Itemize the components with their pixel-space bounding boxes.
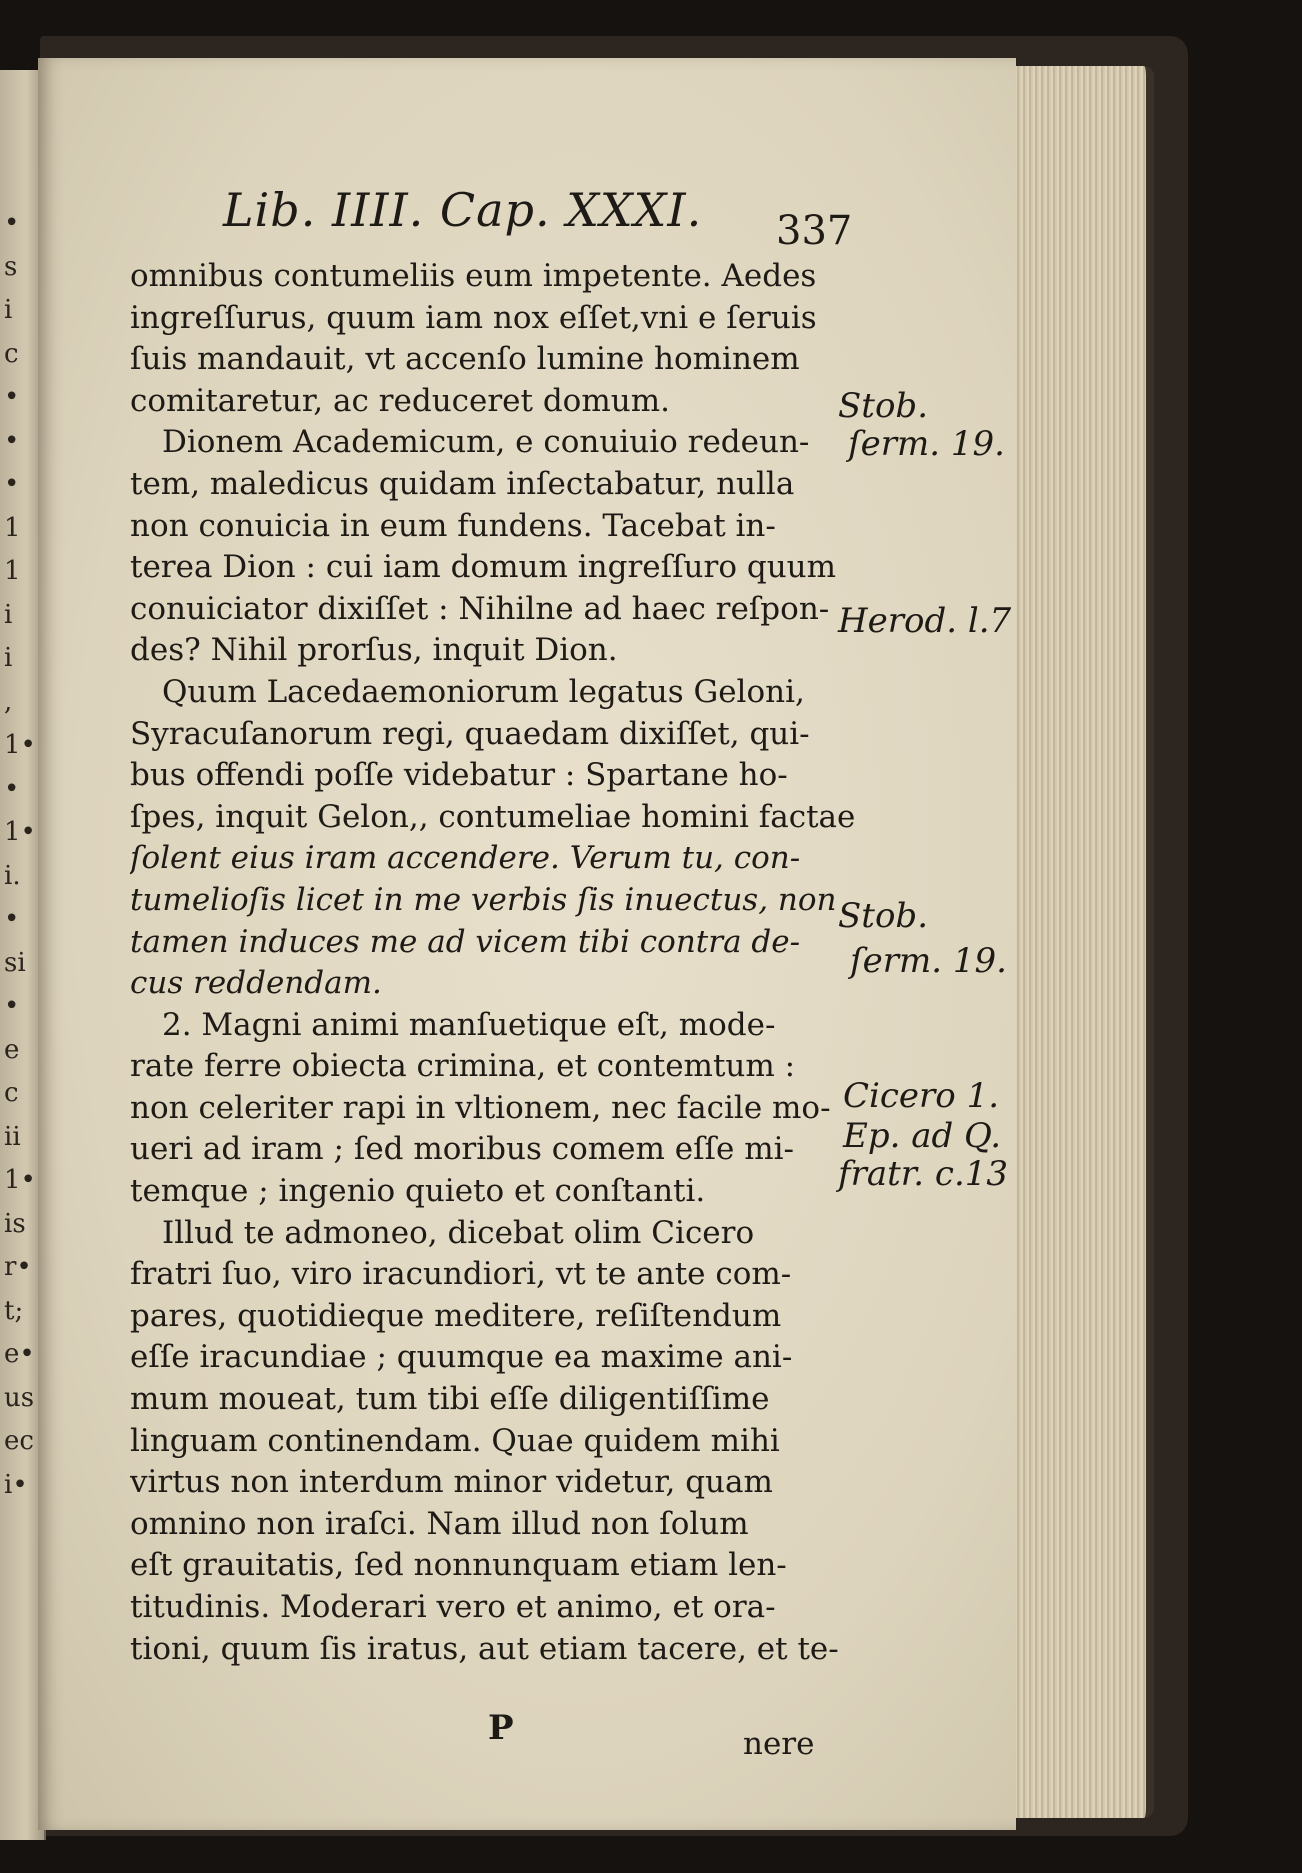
text-line: non celeriter rapi in vltionem, nec facile mo- — [130, 1089, 831, 1126]
marginal-note: fratr. c.13 — [838, 1154, 1009, 1194]
marginal-note: ſerm. 19. — [848, 424, 1005, 464]
left-page-char: i — [4, 599, 13, 630]
left-page-char: ec — [4, 1426, 34, 1456]
text-line: mum moueat, tum tibi eſſe diligentiſſime — [130, 1381, 770, 1418]
signature-mark: P — [488, 1708, 514, 1748]
text-line: Dionem Academicum, e conuiuio redeun- — [162, 424, 810, 461]
left-page-char: • — [4, 382, 20, 412]
text-line: Illud te admoneo, dicebat olim Cicero — [162, 1214, 755, 1251]
text-line: tioni, quum ſis iratus, aut etiam tacere, et te- — [130, 1630, 839, 1667]
text-line: linguam continendam. Quae quidem mihi — [130, 1422, 780, 1459]
text-line: des? Nihil prorſus, inquit Dion. — [130, 632, 618, 669]
left-page-char: c — [4, 1078, 19, 1108]
left-page-char: s — [4, 251, 18, 282]
left-page-char: i• — [4, 1469, 28, 1500]
text-line: ingreſſurus, quum iam nox eſſet,vni e ſeruis — [130, 299, 817, 336]
text-line: pares, quotidieque meditere, reſiſtendum — [130, 1297, 782, 1334]
text-line: ſpes, inquit Gelon,, contumeliae homini factae — [130, 798, 856, 835]
text-line: cus reddendam. — [130, 965, 382, 1002]
text-line: Syracuſanorum regi, quaedam dixiſſet, qui- — [130, 715, 810, 752]
left-page-char: is — [4, 1208, 26, 1239]
text-line: Quum Lacedaemoniorum legatus Geloni, — [162, 673, 805, 710]
text-line: ſuis mandauit, vt accenſo lumine hominem — [130, 341, 800, 378]
marginal-note: Stob. — [838, 386, 928, 426]
text-line: eſſe iracundiae ; quumque ea maxime ani- — [130, 1339, 793, 1376]
left-page-char: i — [4, 643, 13, 673]
left-page-char: • — [4, 425, 20, 456]
page-fore-edge — [1012, 66, 1154, 1818]
left-page-char: 1• — [4, 817, 36, 847]
text-line: omnibus contumeliis eum impetente. Aedes — [130, 258, 817, 294]
left-page-char: • — [4, 773, 20, 804]
catchword: nere — [743, 1726, 815, 1762]
marginal-note: Herod. l.7 — [838, 601, 1012, 641]
left-page-char: e — [4, 1034, 20, 1065]
marginal-note: ſerm. 19. — [850, 941, 1007, 981]
left-page-char: ii — [4, 1121, 21, 1152]
marginal-note: Stob. — [838, 896, 928, 936]
left-page-char: • — [4, 904, 20, 934]
left-page-char: 1• — [4, 1165, 36, 1195]
left-page-char: 1 — [4, 512, 21, 543]
marginal-note: Cicero 1. — [843, 1076, 1000, 1116]
text-line: rate ferre obiecta crimina, et contemtum : — [130, 1048, 796, 1085]
book-page — [38, 58, 1016, 1830]
left-page-char: e• — [4, 1339, 35, 1369]
page-number: 337 — [776, 208, 853, 254]
left-page-char: i — [4, 295, 13, 325]
left-page-char: t; — [4, 1295, 24, 1326]
left-page-char: • — [4, 991, 20, 1021]
text-line: bus offendi poſſe videbatur : Spartane ho- — [130, 757, 788, 794]
text-line: temque ; ingenio quieto et conſtanti. — [130, 1173, 706, 1210]
text-line: comitaretur, ac reduceret domum. — [130, 382, 670, 419]
text-line: conuiciator dixiſſet : Nihilne ad haec reſpon- — [130, 590, 830, 627]
left-page-char: si — [4, 947, 26, 978]
text-line: virtus non interdum minor videtur, quam — [130, 1464, 773, 1501]
left-page-char: • — [4, 208, 20, 238]
text-line: non conuicia in eum fundens. Tacebat in- — [130, 507, 776, 544]
text-line: titudinis. Moderari vero et animo, et ora- — [130, 1589, 776, 1625]
main-text-block — [130, 256, 860, 1670]
left-page-char: r• — [4, 1252, 32, 1282]
left-page-char: c — [4, 338, 19, 369]
text-line: terea Dion : cui iam domum ingreſſuro quum — [130, 549, 837, 586]
text-line: fratri ſuo, viro iracundiori, vt te ante com- — [130, 1256, 792, 1293]
left-page-char: i. — [4, 860, 21, 891]
left-page-char: us — [4, 1382, 35, 1413]
left-page-char: 1 — [4, 556, 21, 586]
left-page-char: • — [4, 469, 20, 499]
running-head: Lib. IIII. Cap. XXXI. — [223, 183, 703, 237]
text-line: ſolent eius iram accendere. Verum tu, con- — [130, 840, 801, 877]
left-page-char: 1• — [4, 730, 36, 760]
text-line: ueri ad iram ; ſed moribus comem eſſe mi- — [130, 1131, 795, 1168]
text-line: omnino non iraſci. Nam illud non ſolum — [130, 1505, 749, 1542]
text-line: tamen induces me ad vicem tibi contra de- — [130, 923, 801, 960]
text-line: eſt grauitatis, ſed nonnunquam etiam len- — [130, 1547, 787, 1584]
marginal-note: Ep. ad Q. — [843, 1116, 1002, 1156]
text-line: tem, maledicus quidam inſectabatur, nulla — [130, 465, 795, 502]
left-page-char: , — [4, 686, 13, 717]
text-line: tumelioſis licet in me verbis ſis inuectus, non — [130, 881, 837, 918]
text-line: 2. Magni animi manſuetique eſt, mode- — [162, 1006, 776, 1043]
